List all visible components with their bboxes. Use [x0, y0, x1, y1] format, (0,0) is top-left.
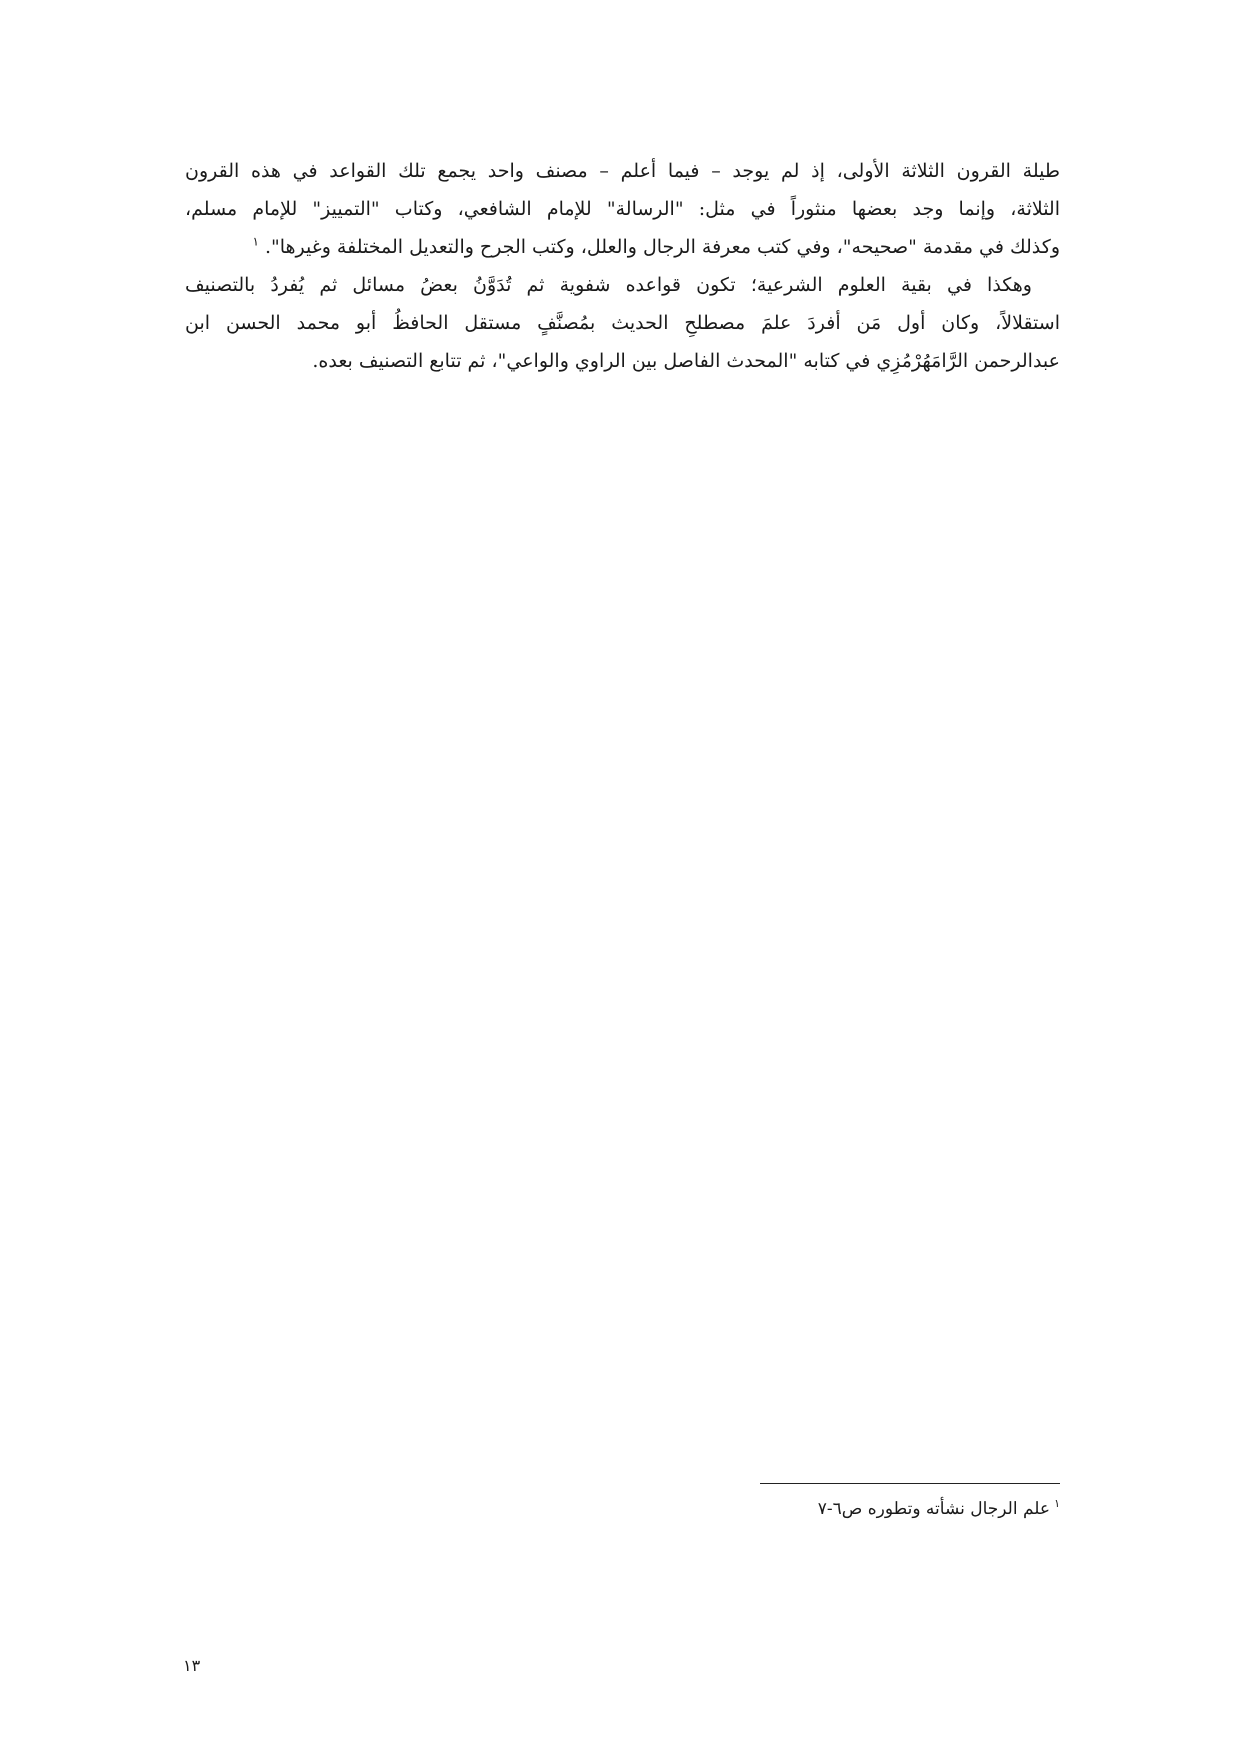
paragraph-1-line-3-text: وكذلك في مقدمة "صحيحه"، وفي كتب معرفة الرجال والعلل، وكتب الجرح والتعديل المختلفة وغيرها". — [264, 236, 1060, 258]
footnote — [760, 1494, 1060, 1524]
footnote-number: ١ — [1054, 1497, 1060, 1511]
body-text — [185, 152, 1060, 380]
paragraph-2-line-3: عبدالرحمن الرَّامَهُرْمُزِي في كتابه "المحدث الفاصل بين الراوي والواعي"، ثم تتابع التصنيف بعده. — [312, 350, 1060, 372]
paragraph-1-line-1: طيلة القرون الثلاثة الأولى، إذ لم يوجد – فيما أعلم – مصنف واحد يجمع تلك القواعد في هذه القرون — [185, 160, 1060, 182]
page-number: ١٣ — [183, 1656, 201, 1675]
footnote-separator — [760, 1483, 1060, 1484]
paragraph-1-line-2: الثلاثة، وإنما وجد بعضها منثوراً في مثل: "الرسالة" للإمام الشافعي، وكتاب "التمييز" للإمام مسلم، — [185, 198, 1060, 220]
footnote-text: علم الرجال نشأته وتطوره ص٦-٧ — [817, 1499, 1051, 1519]
paragraph-2-line-2: استقلالاً، وكان أول مَن أفردَ علمَ مصطلحِ الحديث بمُصنَّفٍ مستقل الحافظُ أبو محمد الحسن ابن — [185, 312, 1060, 334]
footnote-reference[interactable]: ١ — [252, 234, 259, 249]
paragraph-2-line-1: وهكذا في بقية العلوم الشرعية؛ تكون قواعده شفوية ثم تُدَوَّنُ بعضُ مسائل ثم يُفردُ بالتصنيف — [185, 274, 1032, 296]
paragraph-1-line-3 — [185, 228, 1060, 266]
